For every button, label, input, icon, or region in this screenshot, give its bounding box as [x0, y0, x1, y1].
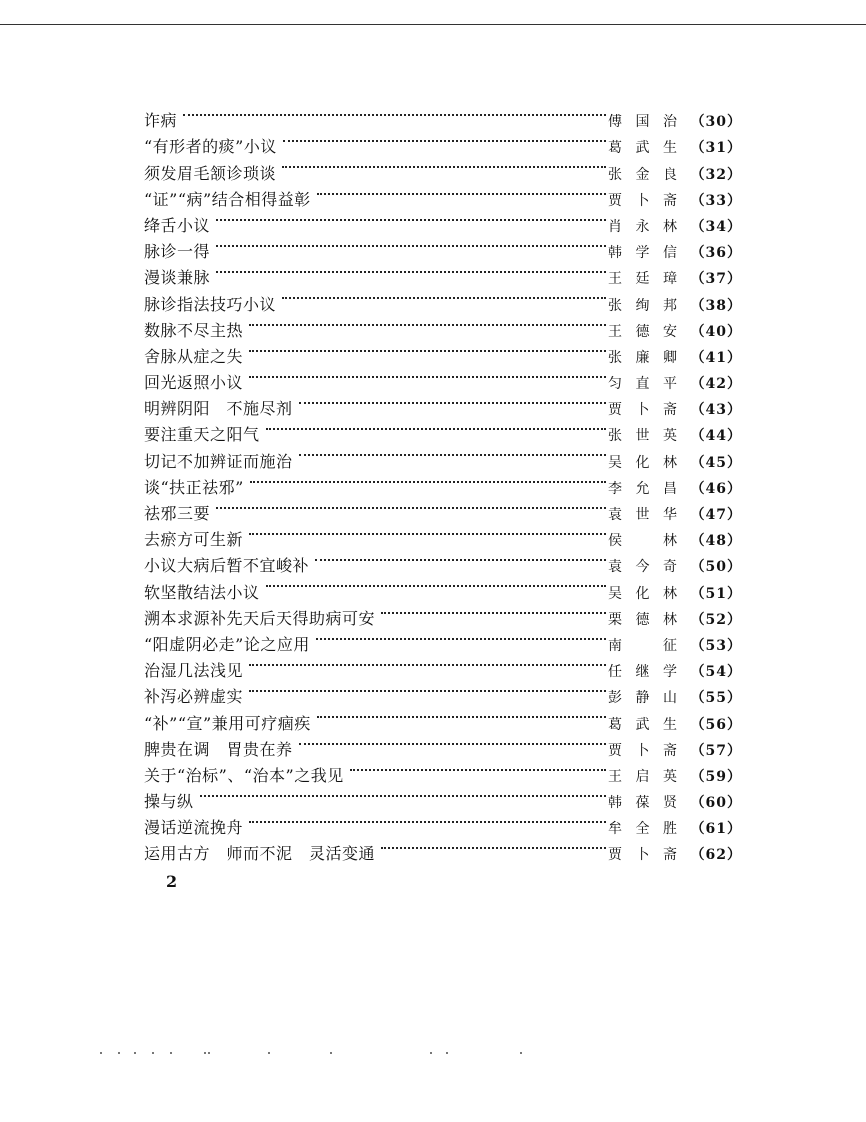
entry-title: “补”“宣”兼用可疗痼疾 [144, 713, 311, 733]
dot-leader [317, 702, 606, 728]
entry-author: 侯 林 [608, 533, 678, 550]
entry-title: 补泻必辨虚实 [144, 687, 244, 707]
entry-author: 王德安 [608, 323, 678, 340]
dot-leader [249, 807, 606, 833]
entry-title: 谈“扶正祛邪” [144, 477, 244, 497]
entry-page: （45） [690, 454, 742, 471]
entry-page: （38） [690, 297, 742, 314]
dot-leader [249, 310, 606, 336]
entry-page: （37） [690, 271, 742, 288]
entry-author: 张世英 [608, 428, 678, 445]
entry-title: 小议大病后暂不宜峻补 [144, 556, 310, 576]
entry-author: 牟全胜 [608, 821, 678, 838]
entry-title: 操与纵 [144, 792, 194, 812]
entry-title: 运用古方 师而不泥 灵活变通 [144, 844, 376, 864]
entry-author: 张廉卿 [608, 349, 678, 366]
entry-author: 张绚邦 [608, 297, 678, 314]
dot-leader [282, 283, 606, 309]
entry-author: 贾卜斋 [608, 402, 678, 419]
entry-page: （46） [690, 480, 742, 497]
entry-author: 韩学信 [608, 245, 678, 262]
table-of-contents [144, 100, 742, 864]
page-number: 2 [166, 872, 178, 891]
entry-author: 彭静山 [608, 690, 678, 707]
entry-title: 诈病 [144, 111, 178, 131]
dot-leader [315, 545, 606, 571]
entry-title: “有形者的痰”小议 [144, 137, 277, 157]
entry-author: 王廷璋 [608, 271, 678, 288]
entry-page: （53） [690, 637, 742, 654]
entry-title: 祛邪三要 [144, 504, 211, 523]
dot-leader [381, 833, 606, 859]
entry-title: 须发眉毛颔诊琐谈 [144, 163, 277, 183]
dot-leader [350, 755, 606, 781]
toc-entry [144, 100, 742, 131]
entry-page: （36） [690, 245, 742, 262]
entry-author: 栗德林 [608, 611, 678, 628]
entry-page: （57） [690, 742, 742, 759]
scan-specks [100, 1050, 600, 1056]
entry-title: 去瘀方可生新 [144, 530, 244, 550]
dot-leader [216, 205, 606, 231]
header-rule [0, 24, 866, 25]
dot-leader [266, 414, 606, 440]
dot-leader [299, 440, 606, 466]
entry-author: 贾卜斋 [608, 742, 678, 759]
entry-title: 切记不加辨证而施治 [144, 451, 293, 471]
entry-title: 脉诊指法技巧小议 [144, 294, 277, 314]
entry-title: 舍脉从症之失 [144, 346, 244, 366]
entry-page: （33） [690, 192, 742, 209]
entry-author: 贾卜斋 [608, 847, 678, 864]
entry-page: （56） [690, 716, 742, 733]
entry-title: 漫谈兼脉 [144, 268, 211, 288]
entry-title: “证”“病”结合相得益彰 [144, 189, 311, 209]
entry-page: （50） [690, 559, 742, 576]
entry-author: 南 征 [608, 637, 678, 654]
entry-author: 贾卜斋 [608, 192, 678, 209]
entry-title: 明辨阴阳 不施尽剂 [144, 399, 293, 419]
dot-leader [282, 152, 606, 178]
dot-leader [316, 624, 606, 650]
dot-leader [283, 126, 606, 152]
entry-author: 王启英 [608, 768, 678, 785]
entry-page: （55） [690, 690, 742, 707]
dot-leader [299, 388, 606, 414]
dot-leader [317, 179, 606, 205]
entry-title: 溯本求源补先天后天得助病可安 [144, 608, 376, 628]
entry-page: （34） [690, 218, 742, 235]
entry-title: 治湿几法浅见 [144, 661, 244, 681]
entry-title: 绛舌小议 [144, 215, 211, 235]
entry-author: 匀直平 [608, 376, 678, 393]
dot-leader [249, 676, 606, 702]
entry-title: 脉诊一得 [144, 242, 211, 262]
entry-page: （43） [690, 402, 742, 419]
entry-author: 葛武生 [608, 716, 678, 733]
entry-title: 脾贵在调 胃贵在养 [144, 739, 293, 759]
entry-page: （52） [690, 611, 742, 628]
entry-page: （54） [690, 664, 742, 681]
entry-author: 张金良 [608, 166, 678, 183]
entry-title: 关于“治标”、“治本”之我见 [144, 765, 344, 785]
dot-leader [200, 781, 606, 807]
dot-leader [249, 336, 606, 362]
entry-author: 任继学 [608, 664, 678, 681]
entry-author: 袁世华 [608, 507, 678, 523]
entry-title: 要注重天之阳气 [144, 425, 260, 445]
dot-leader [249, 650, 606, 676]
entry-page: （31） [690, 140, 742, 157]
entry-page: （40） [690, 323, 742, 340]
entry-page: （60） [690, 795, 742, 812]
dot-leader [216, 257, 606, 283]
entry-title: “阳虚阴必走”论之应用 [144, 634, 310, 654]
entry-author: 韩葆贤 [608, 795, 678, 812]
entry-page: （42） [690, 376, 742, 393]
entry-author: 吴化林 [608, 454, 678, 471]
entry-author: 吴化林 [608, 585, 678, 602]
dot-leader [183, 100, 606, 126]
entry-page: （48） [690, 533, 742, 550]
entry-page: （59） [690, 768, 742, 785]
entry-page: （32） [690, 166, 742, 183]
entry-author: 李允昌 [608, 480, 678, 497]
dot-leader [216, 231, 606, 257]
entry-page: （30） [690, 114, 742, 131]
dot-leader [250, 467, 606, 493]
entry-title: 数脉不尽主热 [144, 320, 244, 340]
dot-leader [381, 598, 606, 624]
dot-leader [299, 729, 606, 755]
entry-page: （41） [690, 349, 742, 366]
dot-leader [216, 493, 606, 519]
dot-leader [249, 362, 606, 388]
dot-leader [266, 571, 606, 597]
entry-page: （44） [690, 428, 742, 445]
entry-title: 软坚散结法小议 [144, 582, 260, 602]
entry-page: （62） [690, 847, 742, 864]
entry-title: 回光返照小议 [144, 373, 244, 393]
entry-page: （61） [690, 821, 742, 838]
entry-page: （51） [690, 585, 742, 602]
entry-page: （47） [690, 507, 742, 523]
entry-author: 袁今奇 [608, 559, 678, 576]
dot-leader [249, 519, 606, 545]
entry-author: 傅国治 [608, 114, 678, 131]
entry-author: 肖永林 [608, 218, 678, 235]
entry-author: 葛武生 [608, 140, 678, 157]
entry-title: 漫话逆流挽舟 [144, 818, 244, 838]
